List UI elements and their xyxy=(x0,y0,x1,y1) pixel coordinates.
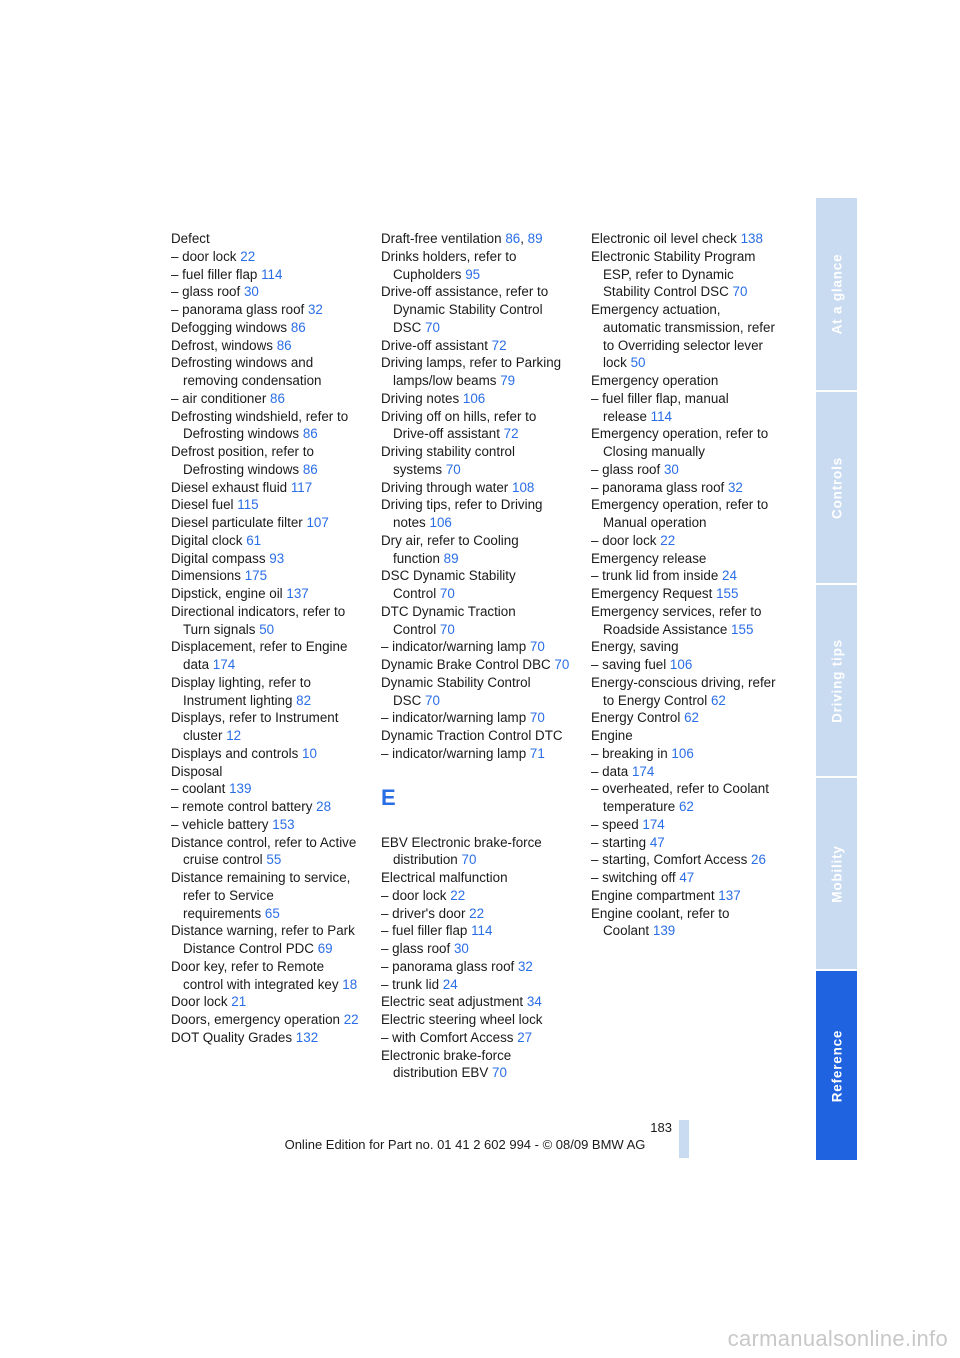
index-entry xyxy=(381,443,571,479)
page-reference-link[interactable]: 22 xyxy=(240,248,256,264)
watermark: carmanualsonline.info xyxy=(727,1326,948,1351)
index-entry-text: Defrosting windshield, refer to Defrosting windows xyxy=(171,408,349,442)
page-reference-link[interactable]: 106 xyxy=(671,745,694,761)
index-entry-text: Electrical malfunction xyxy=(381,870,508,885)
index-entry xyxy=(381,869,571,887)
index-entry-text: – starting, Comfort Access xyxy=(591,852,748,868)
index-entry xyxy=(171,780,361,798)
index-entry xyxy=(381,922,571,940)
page-reference-link[interactable]: 79 xyxy=(500,373,516,388)
index-entry xyxy=(381,638,571,656)
index-entry-text: Diesel fuel xyxy=(171,497,234,513)
index-entry-text: – fuel filler flap, manual release xyxy=(591,390,729,424)
tab-label: Mobility xyxy=(829,844,844,903)
index-entry xyxy=(171,319,361,337)
index-entry xyxy=(381,1011,571,1029)
page-reference-link[interactable]: 137 xyxy=(286,586,309,601)
index-entry xyxy=(381,337,571,355)
index-entry xyxy=(381,976,571,994)
page-reference-link[interactable]: 65 xyxy=(264,905,280,921)
page-reference-link[interactable]: 70 xyxy=(439,621,455,637)
page-reference-link[interactable]: 106 xyxy=(429,515,452,530)
page-reference-link[interactable]: 70 xyxy=(529,710,545,726)
index-entry xyxy=(591,656,781,674)
tab-controls[interactable] xyxy=(816,392,857,585)
index-entry-text: – remote control battery xyxy=(171,799,313,814)
index-entry xyxy=(171,1029,361,1047)
page-reference-link[interactable]: 61 xyxy=(246,532,262,548)
index-column-1 xyxy=(171,230,361,1047)
index-entry xyxy=(591,390,781,426)
index-entry xyxy=(171,674,361,710)
index-entry xyxy=(591,674,781,710)
index-entry-text: Dynamic Traction Control DTC xyxy=(381,728,563,743)
index-entry xyxy=(171,496,361,514)
page-reference-link[interactable]: 70 xyxy=(554,657,570,672)
index-entry xyxy=(591,479,781,497)
index-entry-text: Emergency operation, refer to Closing manually xyxy=(591,426,769,459)
page-reference-link[interactable]: 175 xyxy=(244,568,268,584)
index-entry xyxy=(381,390,571,408)
index-entry xyxy=(591,816,781,834)
index-entry xyxy=(171,993,361,1011)
index-entry xyxy=(381,745,571,763)
index-entry-text: – speed xyxy=(591,816,639,832)
page-reference-link[interactable]: 132 xyxy=(295,1029,319,1045)
index-entry xyxy=(171,567,361,585)
tab-driving-tips[interactable] xyxy=(816,585,857,778)
index-entry-text: – driver's door xyxy=(381,905,466,921)
page-reference-link[interactable]: 30 xyxy=(663,461,679,477)
tab-mobility[interactable] xyxy=(816,778,857,971)
index-entry-text: – overheated, refer to Coolant temperature xyxy=(591,781,769,814)
index-entry-text: Drinks holders, refer to Cupholders xyxy=(381,248,517,282)
index-entry-text: Dimensions xyxy=(171,568,241,584)
index-entry xyxy=(381,354,571,390)
tab-label: Reference xyxy=(829,1029,844,1102)
index-entry xyxy=(171,514,361,532)
index-entry xyxy=(591,780,781,816)
page-reference-link[interactable]: 28 xyxy=(316,799,332,814)
index-entry xyxy=(171,834,361,870)
index-entry xyxy=(381,727,571,745)
index-entry-text: Emergency actuation, automatic transmission, refer to Overriding selector lever lock xyxy=(591,302,775,371)
index-entry-text: Engine xyxy=(591,728,633,743)
page-reference-link[interactable]: 72 xyxy=(503,426,519,442)
index-entry-text: Electric steering wheel lock xyxy=(381,1012,543,1027)
index-entry-text: Driving off on hills, refer to Drive-off assistant xyxy=(381,408,537,442)
index-entry-text: Door lock xyxy=(171,994,228,1010)
page-reference-link[interactable]: 82 xyxy=(296,692,312,708)
page-reference-link[interactable]: 107 xyxy=(306,515,329,530)
index-entry xyxy=(591,301,781,372)
page-reference-link[interactable]: 153 xyxy=(272,816,295,832)
index-entry-text: – indicator/warning lamp xyxy=(381,710,527,726)
index-entry xyxy=(591,869,781,887)
index-entry xyxy=(171,301,361,319)
page-reference-link[interactable]: 114 xyxy=(471,923,493,939)
index-entry xyxy=(381,709,571,727)
page-reference-link[interactable]: 70 xyxy=(732,284,748,300)
index-entry xyxy=(591,887,781,905)
page-reference-link[interactable]: 62 xyxy=(678,799,694,814)
index-entry-text: – indicator/warning lamp xyxy=(381,745,527,761)
index-entry-text: DOT Quality Grades xyxy=(171,1029,293,1045)
page-reference-link[interactable]: 70 xyxy=(425,319,440,335)
index-entry-text: Defect xyxy=(171,231,210,246)
index-entry xyxy=(381,993,571,1011)
index-entry xyxy=(171,745,361,763)
page-reference-link[interactable]: 30 xyxy=(453,941,469,956)
page-reference-link[interactable]: 26 xyxy=(751,852,766,868)
index-entry-text: Driving tips, refer to Driving notes xyxy=(381,497,543,530)
page-reference-link[interactable]: 22 xyxy=(469,905,485,921)
index-entry-text: Emergency operation xyxy=(591,373,719,388)
index-entry-text: Displays, refer to Instrument cluster xyxy=(171,710,339,743)
index-entry xyxy=(591,248,781,301)
index-entry-text: Drive-off assistant xyxy=(381,337,488,353)
index-entry-text: Displays and controls xyxy=(171,745,299,761)
page-reference-link[interactable]: 22 xyxy=(660,532,676,548)
index-entry xyxy=(381,603,571,639)
tab-label: At a glance xyxy=(829,253,844,335)
index-entry-text: – panorama glass roof xyxy=(171,302,305,317)
tab-label: Controls xyxy=(829,456,844,519)
index-entry xyxy=(381,905,571,923)
page-reference-link[interactable]: 115 xyxy=(237,497,259,513)
page-reference-link[interactable]: 70 xyxy=(425,692,440,708)
page-reference-link[interactable]: 70 xyxy=(439,586,455,601)
page-reference-link[interactable]: 12 xyxy=(226,728,242,743)
index-entry-text: Electronic oil level check xyxy=(591,231,737,246)
page-reference-link[interactable]: 70 xyxy=(492,1065,507,1081)
tab-at-a-glance[interactable] xyxy=(816,198,857,392)
index-entry xyxy=(591,532,781,550)
section-letter: E xyxy=(381,785,396,811)
page-reference-link[interactable]: 174 xyxy=(642,816,665,832)
index-entry xyxy=(591,567,781,585)
index-entry xyxy=(381,496,571,532)
index-entry xyxy=(591,905,781,941)
index-entry-text: Draft-free ventilation xyxy=(381,231,502,246)
page-reference-link[interactable]: 117 xyxy=(290,479,313,495)
index-entry xyxy=(591,425,781,461)
index-entry xyxy=(171,408,361,444)
index-entry xyxy=(171,266,361,284)
index-entry-text: – fuel filler flap xyxy=(171,266,258,282)
index-entry-text: Defrost position, refer to Defrosting windows xyxy=(171,444,314,477)
index-entry xyxy=(171,798,361,816)
page-reference-link[interactable]: 114 xyxy=(261,266,283,282)
section-sidebar xyxy=(816,198,857,1160)
index-entry-text: Emergency release xyxy=(591,550,707,566)
page-reference-link[interactable]: 47 xyxy=(679,870,695,885)
index-entry xyxy=(171,550,361,568)
index-entry-text: Diesel exhaust fluid xyxy=(171,479,288,495)
index-entry xyxy=(591,834,781,852)
page-reference-link[interactable]: 138 xyxy=(740,231,763,246)
index-entry-text: Drive-off assistance, refer to Dynamic Stability Control DSC xyxy=(381,284,549,335)
index-entry xyxy=(171,709,361,745)
index-entry-text: Energy-conscious driving, refer to Energy Control xyxy=(591,674,776,708)
index-entry xyxy=(171,763,361,781)
index-entry-text: Driving through water xyxy=(381,479,509,495)
index-column-2 xyxy=(381,230,571,1082)
page-separator: , xyxy=(520,231,528,246)
index-entry xyxy=(171,390,361,408)
page-reference-link[interactable]: 70 xyxy=(461,852,477,868)
page-reference-link[interactable]: 95 xyxy=(465,266,481,282)
index-entry xyxy=(171,532,361,550)
index-entry-text: – glass roof xyxy=(591,461,661,477)
page-reference-link[interactable]: 106 xyxy=(462,390,486,406)
page-reference-link[interactable]: 18 xyxy=(342,976,358,992)
index-entry-text: Driving stability control systems xyxy=(381,444,515,477)
index-entry xyxy=(591,230,781,248)
footer-edition: Online Edition for Part no. 01 41 2 602 994 - © 08/09 BMW AG xyxy=(284,1137,646,1152)
index-entry-text: – coolant xyxy=(171,781,226,797)
page-reference-link[interactable]: 24 xyxy=(442,976,458,992)
index-entry xyxy=(171,479,361,497)
index-entry-text: – fuel filler flap xyxy=(381,923,468,939)
index-entry-text: Engine coolant, refer to Coolant xyxy=(591,905,730,939)
index-entry xyxy=(171,283,361,301)
page-reference-link[interactable]: 32 xyxy=(517,958,533,974)
index-entry xyxy=(381,834,571,870)
page-reference-link[interactable]: 86 xyxy=(302,461,318,477)
index-entry-text: Electronic brake-force distribution EBV xyxy=(381,1047,512,1081)
page-reference-link[interactable]: 22 xyxy=(343,1012,359,1027)
index-entry-text: DTC Dynamic Traction Control xyxy=(381,603,516,637)
index-entry xyxy=(591,851,781,869)
index-entry-text: Distance warning, refer to Park Distance Control PDC xyxy=(171,923,355,956)
index-entry xyxy=(381,656,571,674)
index-entry xyxy=(591,585,781,603)
page-reference-link[interactable]: 155 xyxy=(716,586,739,601)
section-gap xyxy=(381,816,571,834)
index-entry-text: Dynamic Brake Control DBC xyxy=(381,657,551,672)
index-entry xyxy=(381,479,571,497)
index-entry xyxy=(591,461,781,479)
page-reference-link[interactable]: 108 xyxy=(512,479,535,495)
page-marker xyxy=(679,1120,689,1158)
page-reference-link[interactable]: 70 xyxy=(445,461,461,477)
index-entry-text: – panorama glass roof xyxy=(381,958,515,974)
index-entry-text: Defrost, windows xyxy=(171,337,273,353)
index-entry xyxy=(591,603,781,639)
index-entry-text: – trunk lid xyxy=(381,976,440,992)
page-reference-link[interactable]: 86 xyxy=(270,390,285,406)
index-entry-text: – saving fuel xyxy=(591,657,667,672)
page-reference-link[interactable]: 21 xyxy=(231,994,247,1010)
index-entry-text: Driving lamps, refer to Parking lamps/low beams xyxy=(381,355,562,388)
index-entry-text: Disposal xyxy=(171,763,223,779)
index-column-3 xyxy=(591,230,781,940)
page-reference-link[interactable]: 155 xyxy=(731,621,754,637)
index-entry-text: Emergency services, refer to Roadside Assistance xyxy=(591,603,762,637)
page-reference-link[interactable]: 32 xyxy=(307,302,323,317)
index-entry-text: Display lighting, refer to Instrument lighting xyxy=(171,674,311,708)
index-entry xyxy=(591,727,781,745)
index-entry xyxy=(591,709,781,727)
index-entry xyxy=(591,638,781,656)
index-entry xyxy=(591,745,781,763)
index-entry xyxy=(381,940,571,958)
index-entry-text: – air conditioner xyxy=(171,390,267,406)
index-entry-text: – door lock xyxy=(171,248,237,264)
index-entry-text: EBV Electronic brake-force distribution xyxy=(381,834,542,868)
page-reference-link[interactable]: 22 xyxy=(450,887,466,903)
page-reference-link[interactable]: 50 xyxy=(630,355,646,371)
index-entry-text: – glass roof xyxy=(381,941,451,956)
index-entry-text: – glass roof xyxy=(171,284,241,300)
page-reference-link[interactable]: 62 xyxy=(684,710,699,726)
index-entry xyxy=(171,922,361,958)
page-reference-link[interactable]: 86 xyxy=(290,319,306,335)
index-entry-text: – data xyxy=(591,763,629,779)
index-entry-text: Emergency Request xyxy=(591,586,713,601)
page-reference-link[interactable]: 10 xyxy=(302,745,317,761)
page-reference-link[interactable]: 86 xyxy=(276,337,292,353)
index-entry xyxy=(171,958,361,994)
index-entry-text: Door key, refer to Remote control with integrated key xyxy=(171,958,339,992)
index-entry xyxy=(171,585,361,603)
page-reference-link[interactable]: 174 xyxy=(212,657,236,672)
page-reference-link[interactable]: 89 xyxy=(527,231,543,246)
index-entry-text: – switching off xyxy=(591,870,676,885)
index-entry xyxy=(171,869,361,922)
page-reference-link[interactable]: 32 xyxy=(727,479,743,495)
index-entry xyxy=(381,674,571,710)
index-entry-text: Energy Control xyxy=(591,710,681,726)
index-entry xyxy=(171,603,361,639)
page-reference-link[interactable]: 62 xyxy=(710,692,726,708)
index-entry xyxy=(171,443,361,479)
index-entry-text: Defrosting windows and removing condensation xyxy=(171,355,322,388)
index-entry-text: – panorama glass roof xyxy=(591,479,725,495)
index-entry-text: Dry air, refer to Cooling function xyxy=(381,532,519,566)
index-entry xyxy=(591,372,781,390)
page-reference-link[interactable]: 89 xyxy=(443,550,459,566)
tab-reference[interactable] xyxy=(816,971,857,1160)
page-reference-link[interactable]: 139 xyxy=(652,923,676,939)
page-reference-link[interactable]: 86 xyxy=(505,231,521,246)
index-entry-text: – starting xyxy=(591,834,647,850)
index-entry xyxy=(171,816,361,834)
index-entry-text: Electric seat adjustment xyxy=(381,994,524,1010)
index-entry xyxy=(171,337,361,355)
page-reference-link[interactable]: 70 xyxy=(529,639,545,655)
page-reference-link[interactable]: 27 xyxy=(517,1029,533,1045)
index-entry-text: Distance control, refer to Active cruise control xyxy=(171,834,357,868)
index-entry-text: Energy, saving xyxy=(591,639,679,655)
page-reference-link[interactable]: 55 xyxy=(266,852,282,868)
index-entry-text: – with Comfort Access xyxy=(381,1029,514,1045)
index-entry xyxy=(381,408,571,444)
page-reference-link[interactable]: 47 xyxy=(649,834,665,850)
tab-label: Driving tips xyxy=(829,638,844,723)
index-entry xyxy=(381,567,571,603)
index-entry xyxy=(381,248,571,284)
page-reference-link[interactable]: 139 xyxy=(229,781,252,797)
index-entry xyxy=(171,248,361,266)
page-number: 183 xyxy=(650,1120,672,1135)
page-reference-link[interactable]: 93 xyxy=(269,550,285,566)
index-entry-text: DSC Dynamic Stability Control xyxy=(381,568,516,601)
page-reference-link[interactable]: 106 xyxy=(669,657,693,672)
index-entry-text: Defogging windows xyxy=(171,319,288,335)
page-reference-link[interactable]: 72 xyxy=(491,337,507,353)
page-reference-link[interactable]: 50 xyxy=(259,621,275,637)
page-reference-link[interactable]: 114 xyxy=(650,408,673,424)
index-entry-text: Dynamic Stability Control DSC xyxy=(381,674,531,708)
page-reference-link[interactable]: 34 xyxy=(526,994,542,1010)
index-entry-text: – door lock xyxy=(591,532,657,548)
page-reference-link[interactable]: 24 xyxy=(722,568,737,584)
index-entry-text: Diesel particulate filter xyxy=(171,515,303,530)
index-entry-text: – vehicle battery xyxy=(171,816,269,832)
index-entry xyxy=(171,230,361,248)
index-entry xyxy=(591,550,781,568)
index-entry-text: Dipstick, engine oil xyxy=(171,586,283,601)
index-entry-text: Distance remaining to service, refer to Service requirements xyxy=(171,870,351,921)
index-entry-text: Digital compass xyxy=(171,550,266,566)
index-entry-text: Engine compartment xyxy=(591,887,715,903)
index-entry-text: Directional indicators, refer to Turn signals xyxy=(171,603,346,637)
index-entry-text: Emergency operation, refer to Manual operation xyxy=(591,497,769,530)
index-entry xyxy=(381,887,571,905)
page-reference-link[interactable]: 71 xyxy=(529,745,545,761)
page-reference-link[interactable]: 174 xyxy=(631,763,655,779)
index-entry-text: Electronic Stability Program ESP, refer to Dynamic Stability Control DSC xyxy=(591,248,756,300)
index-entry xyxy=(591,763,781,781)
index-entry xyxy=(381,283,571,336)
page-reference-link[interactable]: 137 xyxy=(718,887,741,903)
index-entry-text: – breaking in xyxy=(591,745,668,761)
index-entry xyxy=(171,638,361,674)
index-entry xyxy=(381,230,571,248)
index-entry-text: Driving notes xyxy=(381,390,460,406)
index-entry xyxy=(381,532,571,568)
index-entry-text: – trunk lid from inside xyxy=(591,568,719,584)
index-entry xyxy=(381,1047,571,1083)
index-entry xyxy=(381,958,571,976)
index-entry xyxy=(171,354,361,390)
page-reference-link[interactable]: 30 xyxy=(243,284,259,300)
page-reference-link[interactable]: 69 xyxy=(317,941,333,956)
index-entry-text: – door lock xyxy=(381,887,447,903)
index-entry-text: Displacement, refer to Engine data xyxy=(171,639,348,672)
index-entry xyxy=(381,1029,571,1047)
page-reference-link[interactable]: 86 xyxy=(302,426,318,442)
index-entry xyxy=(591,496,781,532)
index-entry-text: – indicator/warning lamp xyxy=(381,639,527,655)
index-entry-text: Doors, emergency operation xyxy=(171,1012,340,1027)
index-entry xyxy=(171,1011,361,1029)
index-entry-text: Digital clock xyxy=(171,532,243,548)
